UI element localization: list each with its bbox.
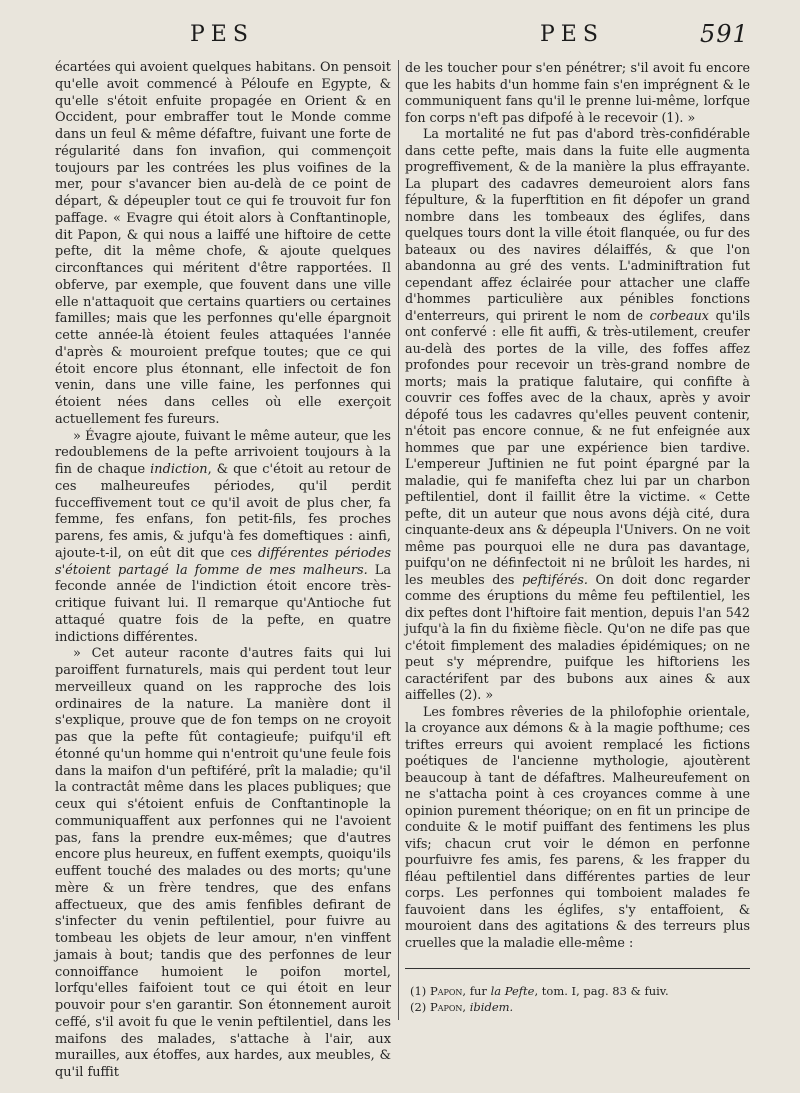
running-head-left: PES [190,22,254,47]
paragraph: La mortalité ne fut pas d'abord très-confidérable dans cette pefte, mais dans la fuite elle augmenta progreffivement, & de la manière la plus effrayante. La plupart des cadavres demeuroient alors fans fépulture, & la fuperftition en fit dépofer un grand nombre dans les tombeaux des églifes, dans quelques tours dont la ville étoit flanquée, ou fur des bateaux ou des navires délaiffés, & que l'on abandonna au gré des vents. L'adminiftration fut cependant affez éclairée pour attacher une claffe d'hommes particulière aux pénibles fonctions d'enterreurs, qui prirent le nom de corbeaux qu'ils ont confervé : elle fit auffi, & très-utilement, creufer au-delà des portes de la ville, des foffes affez profondes pour recevoir un très-grand nombre de morts; mais la pratique falutaire, qui confifte à couvrir ces foffes avec de la chaux, après y avoir dépofé tous les cadavres qu'elles peuvent contenir, n'étoit pas encore connue, & ne fut enfeignée aux hommes que par une expérience bien tardive. L'empereur Juftinien ne fut point épargné par la maladie, qui fe manifefta chez lui par un charbon peftilentiel, dont il faillit être la victime. « Cette pefte, dit un auteur que nous avons déjà cité, dura cinquante-deux ans & dépeupla l'Univers. On ne voit même pas pourquoi elle ne dura pas davantage, puifqu'on ne définfectoit ni ne brûloit les hardes, ni les meubles des peftiférés. On doit donc regarder comme des éruptions du même feu peftilentiel, les dix peftes dont l'hiftoire fait mention, depuis l'an 542 jufqu'à la fin du fixième fiècle. Qu'on ne dife pas que c'étoit fimplement des maladies épidémiques; on ne peut s'y méprendre, puifque les hiftoriens les caractérifent par des bubons aux aines & aux aiffelles (2). » [405,126,750,702]
paragraph: écartées qui avoient quelques habitans. On pensoit qu'elle avoit commencé à Péloufe en Egypte, & qu'elle s'étoit enfuite propagée en Orient & en Occident, pour embraffer tout le Monde comme dans un feul & même défaftre, fuivant une forte de régularité dans fon invafion, qui commençoit toujours par les contrées les plus voifines de la mer, pour s'avancer bien au-delà de ce point de départ, & dépeupler tout ce qui fe trouvoit fur fon paffage. « Evagre qui étoit alors à Conftantinople, dit Papon, & qui nous a laiffé une hiftoire de cette pefte, dit la même chofe, & ajoute quelques circonftances qui méritent d'être rapportées. Il obferve, par exemple, que fouvent dans une ville elle n'attaquoit que certains quartiers ou certaines familles; mais que les perfonnes qu'elle épargnoit cette année-là étoient feules attaquées l'année d'après & mouroient prefque toutes; que ce qui étoit encore plus étonnant, elle infectoit de fon venin, dans une ville faine, les perfonnes qui étoient nées dans celles où elle exerçoit actuellement fes fureurs. [55,60,391,427]
paragraph: Les fombres rêveries de la philofophie orientale, la croyance aux démons & à la magie pofthume; ces triftes erreurs qui avoient remplacé les fictions poétiques de l'ancienne mythologie, ajoutèrent beaucoup à tant de défaftres. Malheureufement on ne s'attacha point à ces croyances comme à une opinion purement théorique; on en fit un principe de conduite & le motif puiffant des fentimens les plus vifs; chacun crut voir le démon en perfonne pourfuivre fes amis, fes parens, & les frapper du fléau peftilentiel dans différentes parties de leur corps. Les perfonnes qui tomboient malades fe fauvoient dans les églifes, s'y entaffoient, & mouroient dans des agitations & des terreurs plus cruelles que la maladie elle-même : [405,703,750,950]
paragraph: » Cet auteur raconte d'autres faits qui lui paroiffent furnaturels, mais qui perdent tout leur merveilleux quand on les rapproche des lois ordinaires de la nature. La manière dont il s'explique, prouve que de fon temps on ne croyoit pas que la pefte fût contagieufe; puifqu'il eft étonné qu'un homme qui n'entroit qu'une feule fois dans la maifon d'un peftiféré, prît la maladie; qu'il la contractât même dans les places publiques; que ceux qui s'étoient enfuis de Conftantinople la communiquaffent aux perfonnes qui ne l'avoient pas, fans la prendre eux-mêmes; que d'autres encore plus heureux, en fuffent exempts, quoiqu'ils euffent touché des malades ou des morts; qu'une mère & un frère tendres, que des enfans affectueux, que des amis fenfibles defirant de s'infecter du venin peftilentiel, pour fuivre au tombeau les objets de leur amour, n'en vinffent jamais à bout; tandis que des perfonnes de leur connoiffance humoient le poifon mortel, lorfqu'elles faifoient tout ce qui étoit en leur pouvoir pour s'en garantir. Son étonnement auroit ceffé, s'il avoit fu que le venin peftilentiel, dans les maifons des malades, s'attache à l'air, aux murailles, aux étoffes, aux hardes, aux meubles, & qu'il fuffit [55,646,391,1080]
footnote-rule [405,968,750,969]
footnote: (1) Papon, fur la Pefte, tom. I, pag. 83 & fuiv. [410,984,669,998]
left-column [55,60,391,1082]
page-number: 591 [700,20,749,48]
footnote: (2) Papon, ibidem. [410,1000,514,1014]
column-divider [398,60,399,1020]
right-column [405,60,750,951]
paragraph: de les toucher pour s'en pénétrer; s'il avoit fu encore que les habits d'un homme fain s'en imprégnent & le communiquent fans qu'il le prenne lui-même, lorfque fon corps n'eft pas difpofé à le recevoir (1). » [405,60,750,125]
paragraph: » Évagre ajoute, fuivant le même auteur, que les redoublemens de la pefte arrivoient toujours à la fin de chaque indiction, & que c'étoit au retour de ces malheureufes périodes, qu'il perdit fucceffivement tout ce qu'il avoit de plus cher, fa femme, fes enfans, fon petit-fils, fes proches parens, fes amis, & jufqu'à fes domeftiques : ainfi, ajoute-t-il, on eût dit que ces différentes périodes s'étoient partagé la fomme de mes malheurs. La feconde année de l'indiction étoit encore très-critique fuivant lui. Il remarque qu'Antioche fut attaqué quatre fois de la pefte, en quatre indictions différentes. [55,428,392,645]
running-head-right: PES [540,22,604,47]
